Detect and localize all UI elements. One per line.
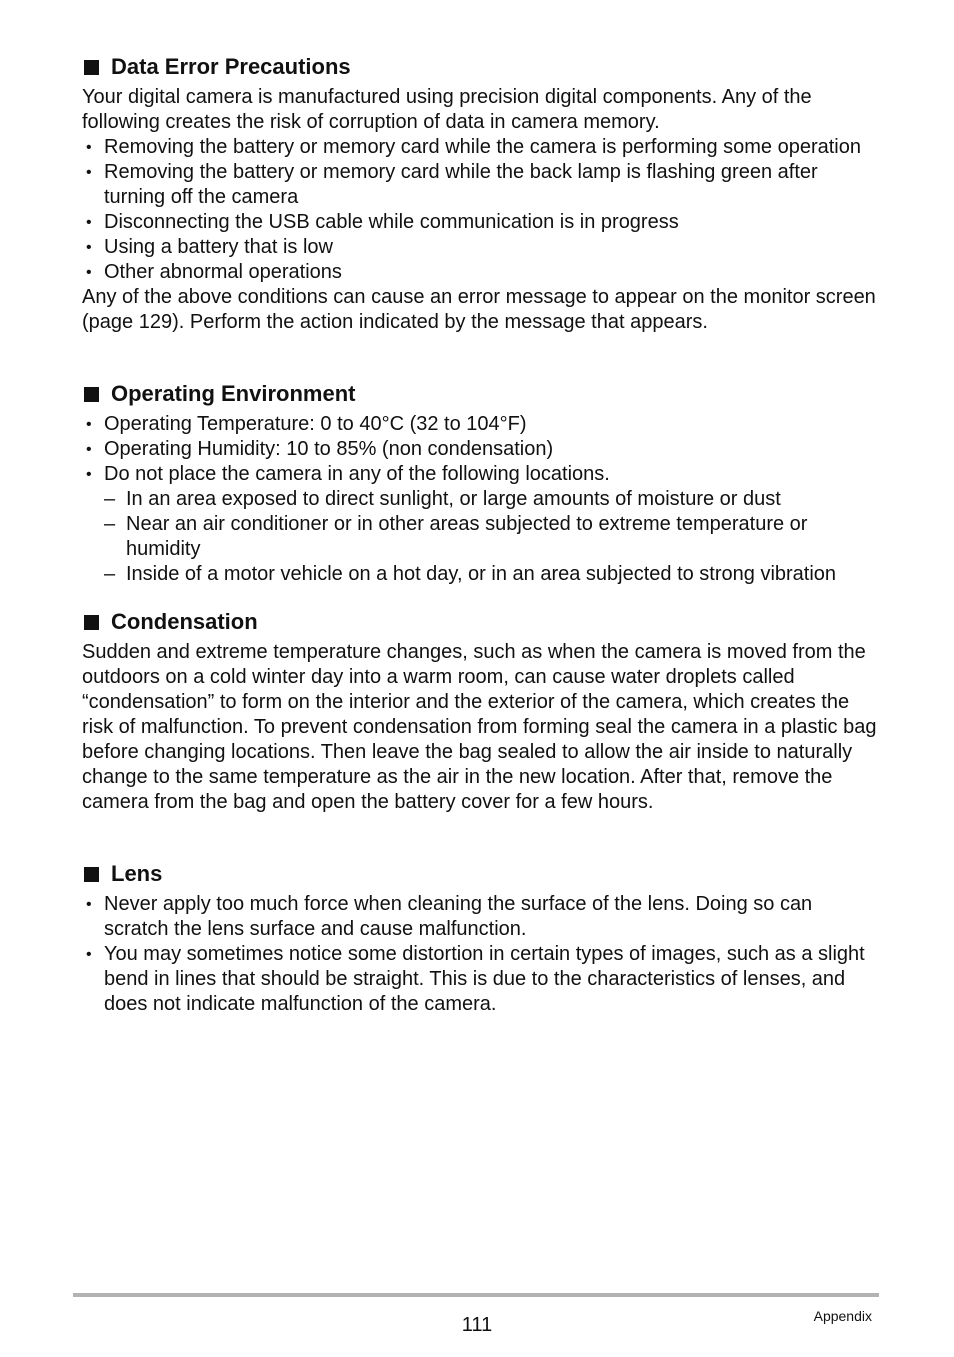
list-item: • Disconnecting the USB cable while communication is in progress — [82, 210, 882, 235]
list-item: • Operating Humidity: 10 to 85% (non condensation) — [82, 437, 882, 462]
bullet-list — [82, 412, 882, 587]
sub-list-item: – Near an air conditioner or in other areas subjected to extreme temperature or humidity — [82, 512, 882, 562]
list-item: • Removing the battery or memory card while the camera is performing some operation — [82, 135, 882, 160]
section-heading — [82, 54, 882, 80]
black-square-icon — [84, 615, 99, 630]
outro-paragraph: Any of the above conditions can cause an error message to appear on the monitor screen (page 129). Perform the action indicated by the message that appears. — [82, 286, 876, 333]
section-data-error-precautions — [82, 54, 882, 335]
section-lens — [82, 861, 882, 1017]
footer-section-label: Appendix — [813, 1308, 872, 1324]
sub-list-item: – Inside of a motor vehicle on a hot day, or in an area subjected to strong vibration — [82, 562, 882, 587]
black-square-icon — [84, 387, 99, 402]
section-title: Condensation — [111, 609, 258, 634]
list-item: • Do not place the camera in any of the following locations. — [82, 462, 882, 487]
list-item: • Removing the battery or memory card while the back lamp is flashing green after turning off the camera — [82, 160, 882, 210]
black-square-icon — [84, 867, 99, 882]
bullet-list — [82, 892, 882, 1017]
page-number: 111 — [461, 1314, 493, 1336]
section-condensation — [82, 609, 882, 815]
sub-list-item: – In an area exposed to direct sunlight, or large amounts of moisture or dust — [82, 487, 882, 512]
intro-paragraph: Your digital camera is manufactured using precision digital components. Any of the following creates the risk of corruption of data in camera memory. — [82, 86, 812, 133]
list-item: • You may sometimes notice some distortion in certain types of images, such as a slight bend in lines that should be straight. This is due to the characteristics of lenses, and does not indicate malfunction of the camera. — [82, 942, 882, 1017]
section-heading — [82, 861, 882, 887]
list-item: • Operating Temperature: 0 to 40°C (32 to 104°F) — [82, 412, 882, 437]
body-paragraph: Sudden and extreme temperature changes, such as when the camera is moved from the outdoors on a cold winter day into a warm room, can cause water droplets called “condensation” to form on the interior and the exterior of the camera, which creates the risk of malfunction. To prevent condensation from forming seal the camera in a plastic bag before changing locations. Then leave the bag sealed to allow the air inside to naturally change to the same temperature as the air in the new location. After that, remove the camera from the bag and open the battery cover for a few hours. — [82, 641, 877, 813]
section-heading — [82, 381, 882, 407]
bullet-list — [82, 135, 882, 285]
black-square-icon — [84, 60, 99, 75]
section-title: Lens — [111, 861, 163, 886]
list-item: • Using a battery that is low — [82, 235, 882, 260]
list-item: • Never apply too much force when cleaning the surface of the lens. Doing so can scratch the lens surface and cause malfunction. — [82, 892, 882, 942]
section-title: Data Error Precautions — [111, 54, 351, 79]
section-heading — [82, 609, 882, 635]
list-item: • Other abnormal operations — [82, 260, 882, 285]
section-title: Operating Environment — [111, 381, 356, 406]
section-operating-environment — [82, 381, 882, 587]
footer-divider — [73, 1293, 879, 1297]
